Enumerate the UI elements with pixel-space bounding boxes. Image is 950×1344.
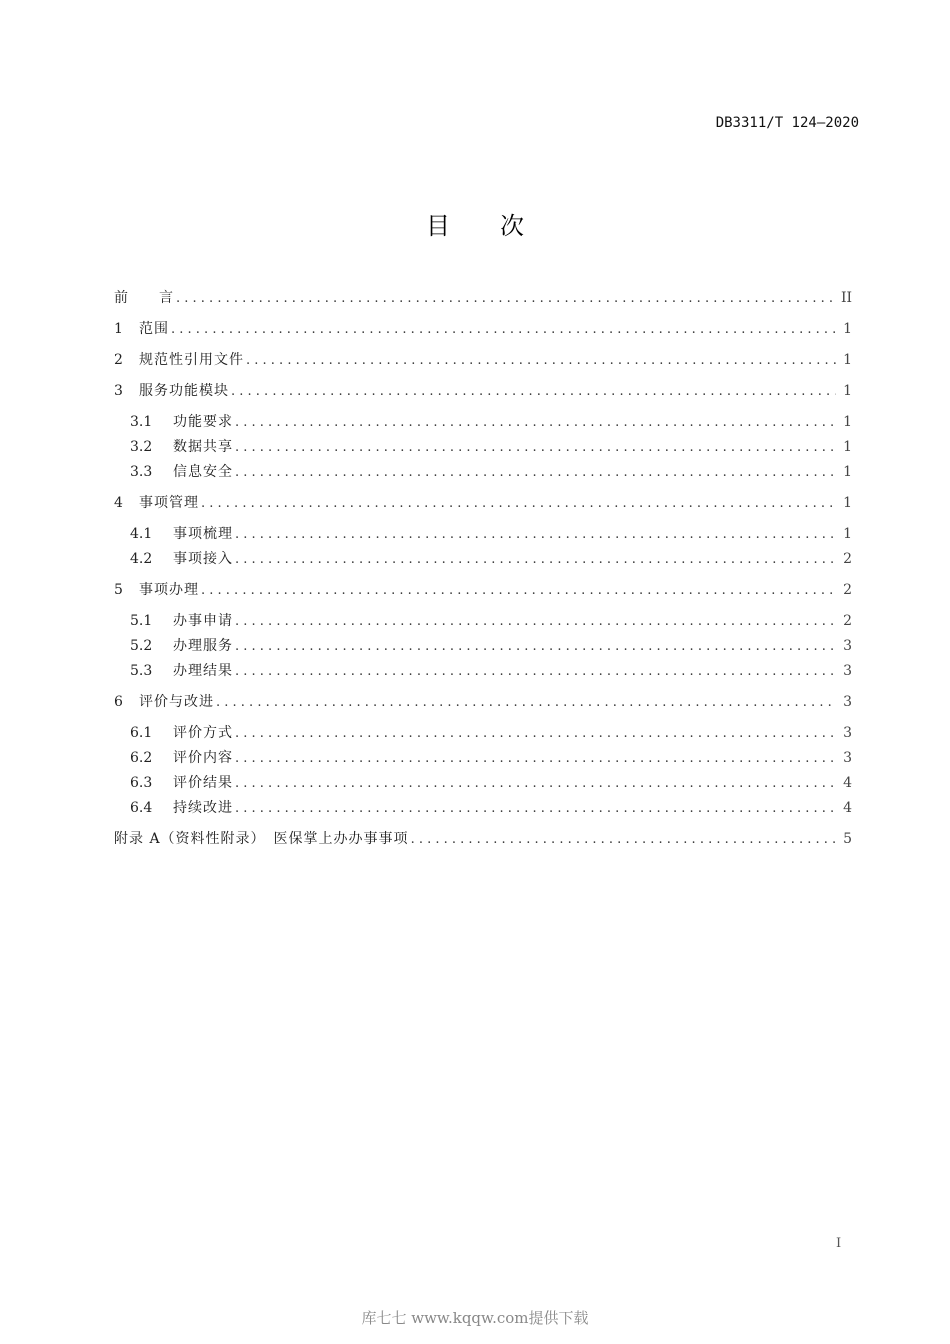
toc-entry-number: 5 (114, 582, 123, 598)
toc-entry[interactable] (114, 660, 852, 682)
dot-leader (235, 524, 836, 546)
dot-leader (235, 636, 836, 658)
toc-entry-page: 3 (843, 725, 852, 741)
toc-entry[interactable] (114, 722, 852, 744)
dot-leader (201, 493, 836, 515)
toc-entry-label: 办理结果 (173, 663, 233, 679)
toc-entry-label: 评价与改进 (139, 694, 214, 710)
toc-entry[interactable] (114, 287, 852, 309)
toc-entry[interactable] (114, 579, 852, 601)
toc-entry-page: 3 (843, 694, 852, 710)
toc-entry[interactable] (114, 548, 852, 570)
toc-entry[interactable] (114, 318, 852, 340)
title-char-1: 目 (426, 212, 450, 240)
dot-leader (201, 580, 836, 602)
toc-entry-page: 5 (843, 831, 852, 847)
toc-entry-label: 服务功能模块 (139, 383, 229, 399)
toc-entry-page: 4 (843, 775, 852, 791)
dot-leader (216, 692, 836, 714)
title-char-2: 次 (500, 212, 524, 240)
toc-entry-label: 评价结果 (173, 775, 233, 791)
toc-entry[interactable] (114, 635, 852, 657)
toc-entry-label: 评价方式 (173, 725, 233, 741)
toc-entry-number: 6.4 (130, 800, 153, 816)
toc-entry-number: 3 (114, 383, 123, 399)
toc-entry-page: 3 (843, 750, 852, 766)
toc-entry-number: 6.1 (130, 725, 153, 741)
toc-entry-number: 3.2 (130, 439, 153, 455)
toc-entry-page: 1 (843, 383, 852, 399)
toc-entry-page: 3 (843, 638, 852, 654)
dot-leader (235, 773, 836, 795)
toc-entry-number: 3.3 (130, 464, 153, 480)
toc-entry-label: 功能要求 (173, 414, 233, 430)
document-code: DB3311/T 124—2020 (715, 115, 859, 131)
page-number: I (836, 1236, 842, 1251)
toc-entry-page: 2 (843, 551, 852, 567)
toc-entry-label: 办事申请 (173, 613, 233, 629)
toc-entry-label: 评价内容 (173, 750, 233, 766)
toc-entry[interactable] (114, 492, 852, 514)
dot-leader (246, 350, 836, 372)
dot-leader (235, 723, 836, 745)
toc-entry[interactable] (114, 747, 852, 769)
toc-entry-number: 5.1 (130, 613, 153, 629)
toc-entry-page: 1 (843, 495, 852, 511)
toc-entry[interactable] (114, 436, 852, 458)
dot-leader (235, 412, 836, 434)
toc-entry-page: 1 (843, 321, 852, 337)
toc-entry[interactable] (114, 523, 852, 545)
dot-leader (235, 798, 836, 820)
toc-entry-label: 事项接入 (173, 551, 233, 567)
toc-entry-number: 4 (114, 495, 123, 511)
toc-entry-label: 持续改进 (173, 800, 233, 816)
dot-leader (235, 462, 836, 484)
dot-leader (235, 549, 836, 571)
toc-entry-number: 3.1 (130, 414, 153, 430)
dot-leader (176, 288, 836, 310)
toc-entry[interactable] (114, 411, 852, 433)
toc-entry-label: 事项办理 (139, 582, 199, 598)
toc-entry[interactable] (114, 461, 852, 483)
dot-leader (171, 319, 836, 341)
toc-entry-page: 1 (843, 439, 852, 455)
watermark: 库七七 www.kqqw.com提供下载 (361, 1309, 589, 1327)
toc-entry[interactable] (114, 610, 852, 632)
toc-entry-number: 5.2 (130, 638, 153, 654)
toc-entry[interactable] (114, 691, 852, 713)
toc-entry[interactable] (114, 349, 852, 371)
toc-entry-number: 4.2 (130, 551, 153, 567)
toc-entry[interactable] (114, 797, 852, 819)
dot-leader (235, 437, 836, 459)
page-title (0, 206, 950, 241)
toc-entry-page: 3 (843, 663, 852, 679)
toc-entry-number: 2 (114, 352, 123, 368)
toc-entry-label: 前 言 (114, 290, 174, 306)
dot-leader (235, 611, 836, 633)
toc-entry-label: 办理服务 (173, 638, 233, 654)
toc-entry[interactable] (114, 772, 852, 794)
toc-entry-label: 事项梳理 (173, 526, 233, 542)
toc-entry-page: 4 (843, 800, 852, 816)
toc-entry[interactable] (114, 828, 852, 850)
toc-entry-number: 4.1 (130, 526, 153, 542)
dot-leader (235, 661, 836, 683)
toc-entry-page: 1 (843, 352, 852, 368)
toc-entry-label: 事项管理 (139, 495, 199, 511)
toc-entry-page: 1 (843, 526, 852, 542)
dot-leader (235, 748, 836, 770)
toc-entry-number: 1 (114, 321, 123, 337)
toc-entry-label: 规范性引用文件 (139, 352, 244, 368)
toc-entry-number: 6.2 (130, 750, 153, 766)
toc-entry-page: 1 (843, 464, 852, 480)
toc-entry-label: 范围 (139, 321, 169, 337)
toc-entry-number: 6.3 (130, 775, 153, 791)
toc-entry-page: 2 (843, 582, 852, 598)
toc-entry-label: 附录 A（资料性附录） 医保掌上办办事事项 (114, 831, 409, 847)
toc-entry-page: 1 (843, 414, 852, 430)
toc-entry-number: 5.3 (130, 663, 153, 679)
toc-entry-page: II (840, 290, 852, 306)
toc-entry-page: 2 (843, 613, 852, 629)
toc-entry-label: 数据共享 (173, 439, 233, 455)
dot-leader (231, 381, 836, 403)
toc-entry-number: 6 (114, 694, 123, 710)
toc-entry-label: 信息安全 (173, 464, 233, 480)
toc-entry[interactable] (114, 380, 852, 402)
dot-leader (411, 829, 836, 851)
